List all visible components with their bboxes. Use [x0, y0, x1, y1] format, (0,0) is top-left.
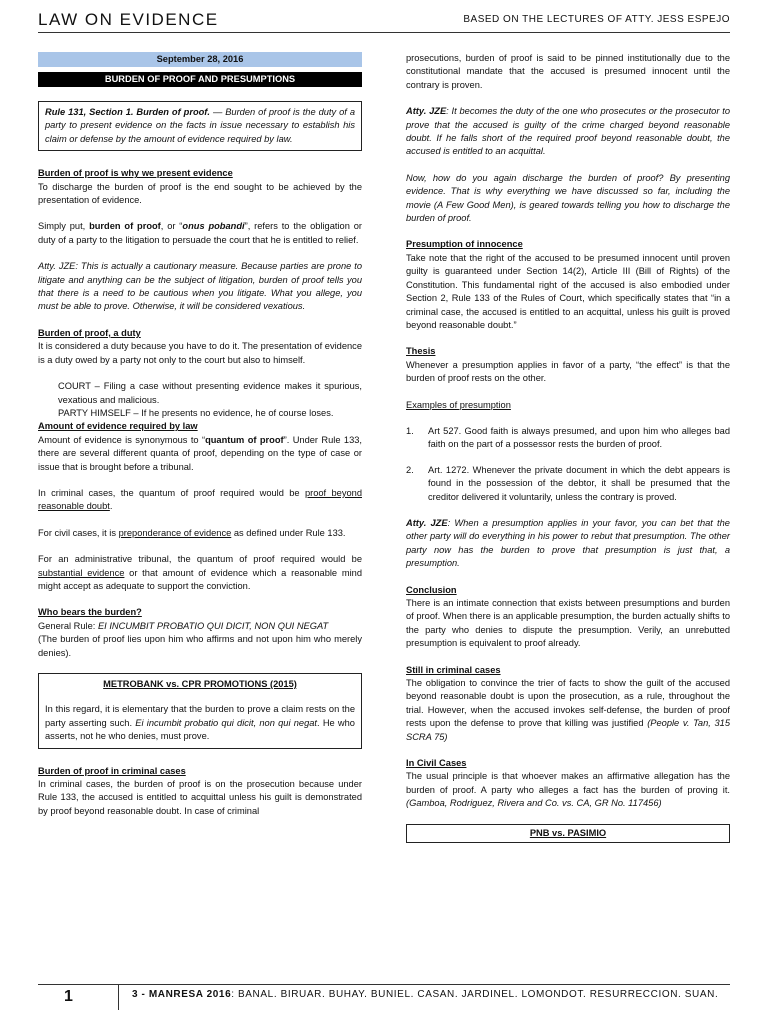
- lecturer-note: Now, how do you again discharge the burden of proof? By presenting evidence. That is why everything we have discussed so far, including the movie (A Few Good Men), is geared towards telling you how to discharge the burden of proof.: [406, 172, 730, 224]
- list-item: 1. Art 527. Good faith is always presumed, and upon him who alleges bad faith on the part of a possessor rests the burden of proof.: [406, 425, 730, 450]
- paragraph: Take note that the right of the accused to be presumed innocent until proven guilty is guaranteed under Section 14(2), Article III (Bill of Rights) of the Constitution. This fundamental right of the accused is also embodied under Section 2, Rule 133 of the Rules of Court, which specifically states that “in a criminal case, the accused is entitled to an acquittal, unless his guilt is proved beyond reasonable doubt.”: [406, 252, 730, 330]
- document-subtitle: BASED ON THE LECTURES OF ATTY. JESS ESPEJO: [463, 14, 730, 25]
- section-heading: Burden of proof in criminal cases: [38, 765, 186, 776]
- section-heading: Still in criminal cases: [406, 664, 501, 675]
- section-heading: Thesis: [406, 346, 436, 357]
- topic-banner: BURDEN OF PROOF AND PRESUMPTIONS: [38, 72, 362, 87]
- page-footer: [38, 984, 730, 1006]
- paragraph: To discharge the burden of proof is the end sought to be achieved by the presentation of evidence.: [38, 181, 362, 206]
- rule-title: Rule 131, Section 1. Burden of proof.: [45, 107, 210, 117]
- footer-members: 3 - MANRESA 2016: BANAL. BIRUAR. BUHAY. BUNIEL. CASAN. JARDINEL. LOMONDOT. RESURRECCION. SUAN.: [132, 989, 719, 1000]
- lecturer-note: Atty. JZE: It becomes the duty of the one who prosecutes or the prosecutor to prove that the accused is guilty of the crime charged beyond reasonable doubt. If he falls short of the required proof beyond reasonable doubt, the accused is entitled to an acquittal.: [406, 106, 730, 157]
- paragraph: In criminal cases, the quantum of proof required would be proof beyond reasonable doubt.: [38, 487, 362, 512]
- rule-box: [38, 101, 362, 151]
- list-item: 2. Art. 1272. Whenever the private document in which the debt appears is found in the possession of the debtor, it shall be presumed that the creditor delivered it voluntarily, unless the contrary is proved.: [406, 464, 730, 502]
- paragraph: In criminal cases, the burden of proof is on the prosecution because under Rule 133, the accused is entitled to acquittal unless his guilt is demonstrated by proof beyond reasonable doubt. In case of criminal: [38, 779, 362, 816]
- lecturer-note: Atty. JZE: This is actually a cautionary measure. Because parties are prone to litigate and anything can be the subject of litigation, burden of proof tells you that there is a need to be cautious when you litigate. What you allege, you must be able to prove. Otherwise, it will be considered vexatious.: [38, 261, 362, 312]
- paragraph: General Rule: EI INCUMBIT PROBATIO QUI DICIT, NON QUI NEGAT (The burden of proof lies upon him who affirms and not upon him who merely denies).: [38, 620, 362, 658]
- paragraph: There is an intimate connection that exists between presumptions and burden of proof. When there is an applicable presumption, the burden actually shifts to the party who denies to dispute the presumption. Verily, an unrebutted presumption is equivalent to proof already.: [406, 598, 730, 649]
- examples-list: [406, 425, 730, 504]
- case-text: In this regard, it is elementary that the burden to prove a claim rests on the party asserting such. Ei incumbit probatio qui dicit, non qui negat. He who asserts, not he who denies, must prove.: [45, 704, 355, 742]
- case-box: [406, 824, 730, 843]
- left-column: [38, 52, 362, 831]
- indented-item: PARTY HIMSELF – If he presents no evidence, he of course loses.: [58, 407, 334, 418]
- document-title: LAW ON EVIDENCE: [38, 10, 219, 29]
- section-heading: Presumption of innocence: [406, 239, 523, 250]
- indented-item: COURT – Filing a case without presenting evidence makes it spurious, vexatious and malicious.: [58, 381, 362, 405]
- paragraph: For an administrative tribunal, the quantum of proof required would be substantial evidence or that amount of evidence which a reasonable mind might accept as adequate to support the conviction.: [38, 554, 363, 591]
- section-heading: Examples of presumption: [406, 399, 511, 410]
- paragraph: The obligation to convince the trier of facts to show the guilt of the accused beyond reasonable doubt is upon the prosecution, as a rule, throughout the trial. However, when the accused invokes self-defense, the burden of proof rests upon the defense to prove that killing was justified (People v. Tan, 315 SCRA 75): [406, 678, 730, 742]
- section-heading: Amount of evidence required by law: [38, 421, 198, 432]
- section-heading: Burden of proof is why we present evidence: [38, 168, 233, 179]
- section-heading: In Civil Cases: [406, 758, 467, 769]
- page-header: [38, 8, 730, 33]
- case-title: PNB vs. PASIMIO: [529, 827, 607, 838]
- paragraph: prosecutions, burden of proof is said to be pinned institutionally due to the constitutional mandate that the accused is presumed innocent until the contrary is proven.: [406, 53, 730, 90]
- paragraph: For civil cases, it is preponderance of evidence as defined under Rule 133.: [38, 527, 346, 538]
- paragraph: Whenever a presumption applies in favor of a party, “the effect” is that the burden of proof rests on the other.: [406, 359, 730, 384]
- page-number: 1: [64, 988, 73, 1005]
- section-heading: Burden of proof, a duty: [38, 327, 141, 338]
- case-box: [38, 673, 362, 749]
- date-banner: September 28, 2016: [38, 52, 362, 67]
- rule-text: — Burden of proof is the duty of a party to present evidence on the facts in issue necessary to establish his claim or defense by the amount of evidence required by law.: [45, 107, 356, 144]
- section-heading: Who bears the burden?: [38, 607, 142, 618]
- lecturer-note: Atty. JZE: When a presumption applies in your favor, you can bet that the other party will do everything in his power to rebut that presumption. The other party now has the burden to prove that presumption is just that, a presumption.: [406, 517, 730, 569]
- paragraph: It is considered a duty because you have to do it. The presentation of evidence is a duty owed by a party not only to the court but also to himself.: [38, 341, 362, 365]
- case-title: METROBANK vs. CPR PROMOTIONS (2015): [103, 679, 297, 689]
- footer-divider: [118, 984, 119, 1010]
- section-heading: Conclusion: [406, 584, 457, 595]
- footer-rule: [38, 984, 730, 985]
- paragraph: Simply put, burden of proof, or “onus pobandi”, refers to the obligation or duty of a party to the litigation to persuade the court that he is entitled to relief.: [38, 221, 362, 245]
- right-column: [406, 52, 730, 859]
- paragraph: The usual principle is that whoever makes an affirmative allegation has the burden of proof. A party who alleges a fact has the burden of proving it. (Gamboa, Rodriguez, Rivera and Co. vs. CA, GR No. 117456): [406, 771, 730, 809]
- paragraph: Amount of evidence is synonymous to “quantum of proof”. Under Rule 133, there are several different quanta of proof, depending on the type of case or issue that is brought before a tribunal.: [38, 434, 362, 472]
